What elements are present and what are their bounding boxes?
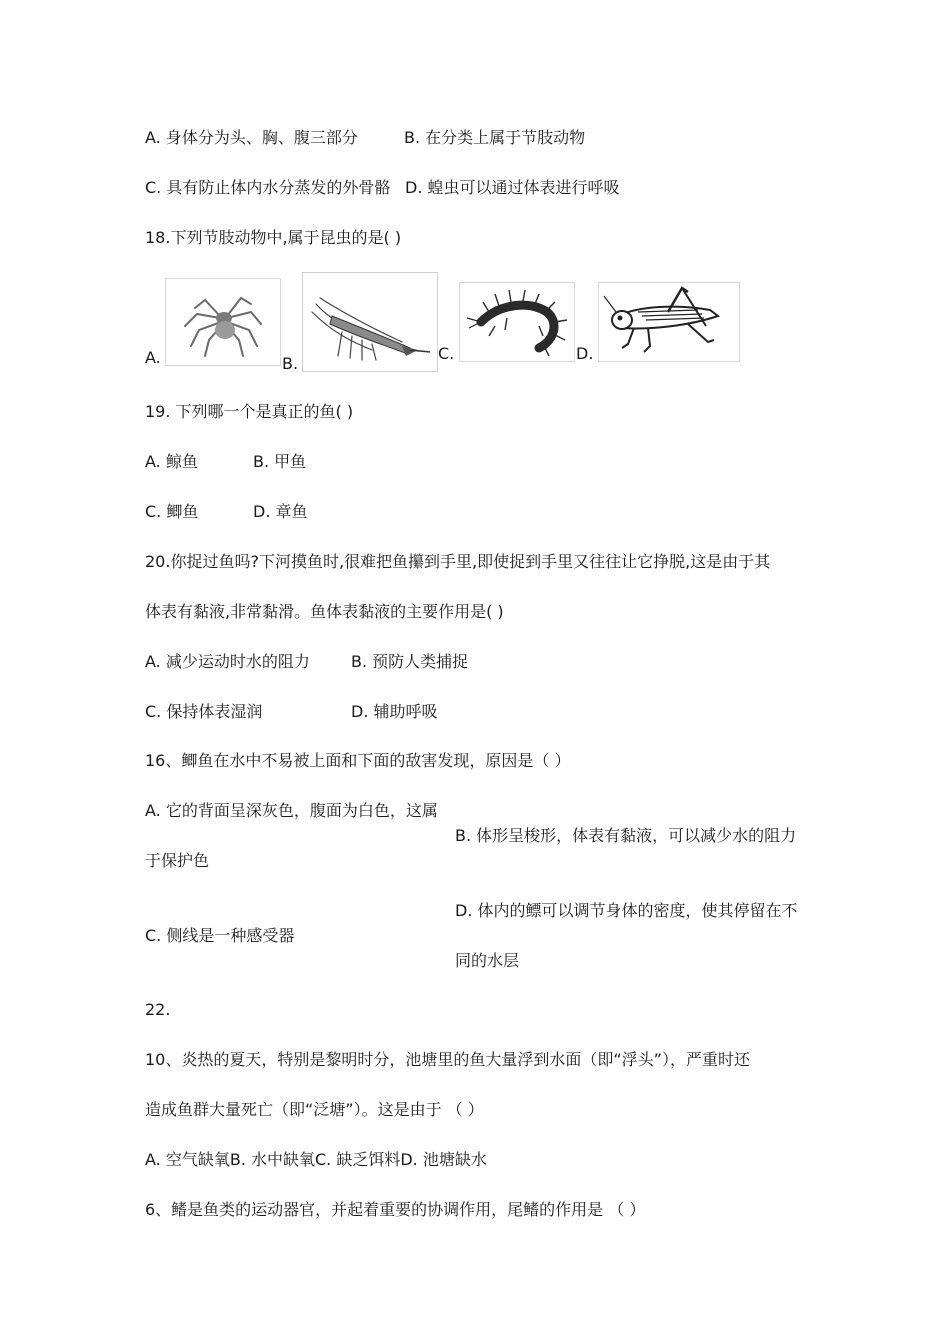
q18-option-a-label: A. (145, 348, 161, 367)
q19-option-d: D. 章鱼 (253, 502, 308, 521)
q22-stem: 22. (145, 1000, 171, 1019)
q16-option-d-line2: 同的水层 (455, 951, 520, 970)
q6-stem: 6、鳍是鱼类的运动器官，并起着重要的协调作用，尾鳍的作用是 （ ） (145, 1200, 646, 1219)
q20-option-c: C. 保持体表湿润 (145, 702, 263, 721)
q17-option-d: D. 蝗虫可以通过体表进行呼吸 (405, 178, 620, 197)
shrimp-icon (302, 272, 438, 372)
q19-option-a: A. 鲸鱼 (145, 452, 198, 471)
q18-option-d-image (598, 282, 740, 362)
q18-option-a-image (165, 278, 281, 366)
q20-stem-line2: 体表有黏液,非常黏滑。鱼体表黏液的主要作用是( ) (145, 602, 504, 621)
q17-option-c: C. 具有防止体内水分蒸发的外骨骼 (145, 178, 391, 197)
q10-stem-line2: 造成鱼群大量死亡（即“泛塘”）。这是由于 （ ） (145, 1100, 484, 1119)
q16-option-a-line2: 于保护色 (145, 851, 210, 870)
q18-stem: 18.下列节肢动物中,属于昆虫的是( ) (145, 228, 402, 247)
q17-option-b: B. 在分类上属于节肢动物 (404, 128, 586, 147)
spider-icon (165, 278, 281, 366)
grasshopper-icon (598, 282, 740, 362)
q16-option-c: C. 侧线是一种感受器 (145, 926, 295, 945)
q18-option-c-image (459, 282, 575, 362)
q19-option-c: C. 鲫鱼 (145, 502, 199, 521)
q19-stem: 19. 下列哪一个是真正的鱼( ) (145, 402, 354, 421)
q20-stem-line1: 20.你捉过鱼吗?下河摸鱼时,很难把鱼攥到手里,即使捉到手里又往往让它挣脱,这是由于其 (145, 552, 771, 571)
q18-option-c-label: C. (438, 344, 455, 363)
q18-option-d-label: D. (576, 344, 594, 363)
q17-option-a: A. 身体分为头、胸、腹三部分 (145, 128, 358, 147)
q16-option-d-line1: D. 体内的鳔可以调节身体的密度，使其停留在不 (455, 901, 798, 920)
q10-options: A. 空气缺氧B. 水中缺氧C. 缺乏饵料D. 池塘缺水 (145, 1150, 487, 1169)
q16-option-b: B. 体形呈梭形，体表有黏液，可以减少水的阻力 (455, 826, 797, 845)
q16-stem: 16、鲫鱼在水中不易被上面和下面的敌害发现，原因是（ ） (145, 751, 571, 770)
q20-option-a: A. 减少运动时水的阻力 (145, 652, 310, 671)
q10-stem-line1: 10、炎热的夏天，特别是黎明时分，池塘里的鱼大量浮到水面（即“浮头”），严重时还 (145, 1050, 750, 1069)
q18-option-b-label: B. (282, 354, 299, 373)
q16-option-a-line1: A. 它的背面呈深灰色，腹面为白色，这属 (145, 801, 438, 820)
q19-option-b: B. 甲鱼 (253, 452, 307, 471)
q20-option-b: B. 预防人类捕捉 (351, 652, 469, 671)
q20-option-d: D. 辅助呼吸 (351, 702, 438, 721)
q18-option-b-image (302, 272, 438, 372)
centipede-icon (459, 282, 575, 362)
